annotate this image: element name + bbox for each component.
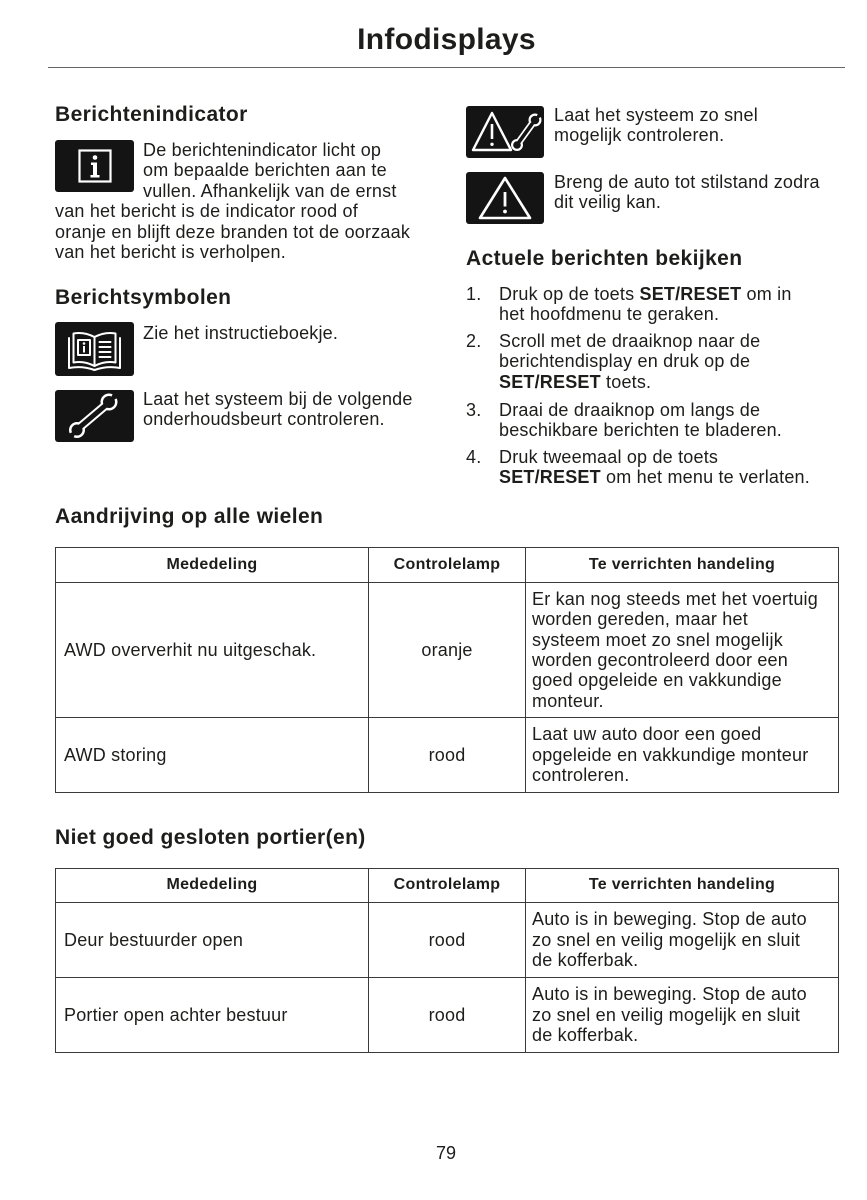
step-line: beschikbare berichten te bladeren. xyxy=(499,420,782,441)
step-number: 3. xyxy=(466,400,482,420)
title-rule xyxy=(48,67,845,68)
column-header-handeling: Te verrichten handeling xyxy=(526,548,839,583)
key-label: SET/RESET xyxy=(499,371,601,392)
action-line: zo snel en veilig mogelijk en sluit xyxy=(532,1004,801,1025)
book-symbol-text xyxy=(143,323,338,343)
step-line: het hoofdmenu te geraken. xyxy=(499,304,720,325)
warning-wrench-symbol-text xyxy=(554,105,758,146)
column-header-controlelamp: Controlelamp xyxy=(369,869,526,903)
wrench-icon xyxy=(55,390,134,442)
warning-wrench-icon xyxy=(466,106,544,158)
step-line: berichtendisplay en druk op de xyxy=(499,351,751,372)
step-1 xyxy=(466,284,792,325)
key-label: SET/RESET xyxy=(639,284,742,304)
step-line-text: Druk op de toets xyxy=(499,284,640,304)
step-text xyxy=(499,284,792,325)
table-row xyxy=(56,978,839,1053)
action-cell xyxy=(526,718,839,793)
symbol-text-line: onderhoudsbeurt controleren. xyxy=(143,409,385,430)
step-number: 2. xyxy=(466,331,482,351)
symbol-text-line: dit veilig kan. xyxy=(554,192,662,213)
action-line: monteur. xyxy=(532,690,604,711)
heading-actuele-berichten: Actuele berichten bekijken xyxy=(466,247,743,270)
heading-aandrijving: Aandrijving op alle wielen xyxy=(55,505,324,528)
action-line: opgeleide en vakkundige monteur xyxy=(532,744,809,765)
message-cell: Portier open achter bestuur xyxy=(56,978,369,1053)
step-3 xyxy=(466,400,782,441)
page-title: Infodisplays xyxy=(357,23,536,56)
heading-berichtsymbolen: Berichtsymbolen xyxy=(55,286,232,309)
heading-portieren: Niet goed gesloten portier(en) xyxy=(55,826,366,849)
column-header-mededeling: Mededeling xyxy=(56,548,369,583)
symbol-text-line: Laat het systeem zo snel xyxy=(554,105,758,125)
symbol-text-line: Zie het instructieboekje. xyxy=(143,323,339,343)
action-line: goed opgeleide en vakkundige xyxy=(532,670,782,691)
step-text xyxy=(499,400,782,441)
step-line: Scroll met de draaiknop naar de xyxy=(499,331,761,351)
action-line: de kofferbak. xyxy=(532,1025,639,1046)
step-line-text: om in xyxy=(741,284,792,304)
table-header-row xyxy=(56,548,839,583)
paragraph-line: De berichtenindicator licht op xyxy=(143,140,382,160)
indicator-paragraph xyxy=(55,140,410,262)
warning-icon xyxy=(466,172,544,224)
table-row xyxy=(56,903,839,978)
column-header-handeling: Te verrichten handeling xyxy=(526,869,839,903)
action-line: worden gereden, maar het xyxy=(532,609,748,630)
awd-table xyxy=(55,547,839,793)
table-row xyxy=(56,718,839,793)
step-line: Druk tweemaal op de toets xyxy=(499,447,719,467)
message-cell: Deur bestuurder open xyxy=(56,903,369,978)
page-number: 79 xyxy=(435,1143,457,1163)
action-line: systeem moet zo snel mogelijk xyxy=(532,629,783,650)
lamp-cell: rood xyxy=(369,978,526,1053)
action-cell xyxy=(526,583,839,718)
step-line: Draai de draaiknop om langs de xyxy=(499,400,761,420)
paragraph-line: vullen. Afhankelijk van de ernst xyxy=(143,180,397,201)
heading-berichtenindicator: Berichtenindicator xyxy=(55,103,248,126)
step-text xyxy=(499,447,810,488)
column-header-controlelamp: Controlelamp xyxy=(369,548,526,583)
step-number: 4. xyxy=(466,447,482,467)
action-cell xyxy=(526,978,839,1053)
action-line: Laat uw auto door een goed xyxy=(532,724,762,745)
step-line-text: om het menu te verlaten. xyxy=(600,467,810,488)
message-cell: AWD storing xyxy=(56,718,369,793)
paragraph-line: oranje en blijft deze branden tot de oorzaak xyxy=(55,221,411,242)
lamp-cell: oranje xyxy=(369,583,526,718)
action-line: Er kan nog steeds met het voertuig xyxy=(532,588,818,609)
action-line: worden gecontroleerd door een xyxy=(532,650,788,670)
book-icon xyxy=(55,322,134,376)
symbol-text-line: Laat het systeem bij de volgende xyxy=(143,389,413,409)
table-header-row xyxy=(56,869,839,903)
step-2 xyxy=(466,331,760,392)
symbol-text-line: Breng de auto tot stilstand zodra xyxy=(554,172,820,192)
step-4 xyxy=(466,447,810,488)
lamp-cell: rood xyxy=(369,903,526,978)
action-line: zo snel en veilig mogelijk en sluit xyxy=(532,929,801,950)
symbol-text-line: mogelijk controleren. xyxy=(554,125,725,146)
step-text xyxy=(499,331,760,392)
step-line xyxy=(499,284,792,304)
action-line: Auto is in beweging. Stop de auto xyxy=(532,984,807,1005)
step-line-text: toets. xyxy=(600,371,652,392)
action-line: de kofferbak. xyxy=(532,950,639,971)
step-number: 1. xyxy=(466,284,482,304)
paragraph-line: van het bericht is verholpen. xyxy=(55,242,286,263)
step-line xyxy=(499,372,760,392)
lamp-cell: rood xyxy=(369,718,526,793)
action-line: controleren. xyxy=(532,765,630,786)
warning-symbol-text xyxy=(554,172,820,213)
step-line xyxy=(499,467,810,487)
doors-table xyxy=(55,868,839,1053)
message-cell: AWD oververhit nu uitgeschak. xyxy=(56,583,369,718)
table-row xyxy=(56,583,839,718)
action-line: Auto is in beweging. Stop de auto xyxy=(532,909,807,930)
action-cell xyxy=(526,903,839,978)
wrench-symbol-text xyxy=(143,389,413,430)
column-header-mededeling: Mededeling xyxy=(56,869,369,903)
key-label: SET/RESET xyxy=(499,467,601,488)
paragraph-line: van het bericht is de indicator rood of xyxy=(55,201,358,222)
paragraph-line: om bepaalde berichten aan te xyxy=(143,160,387,181)
